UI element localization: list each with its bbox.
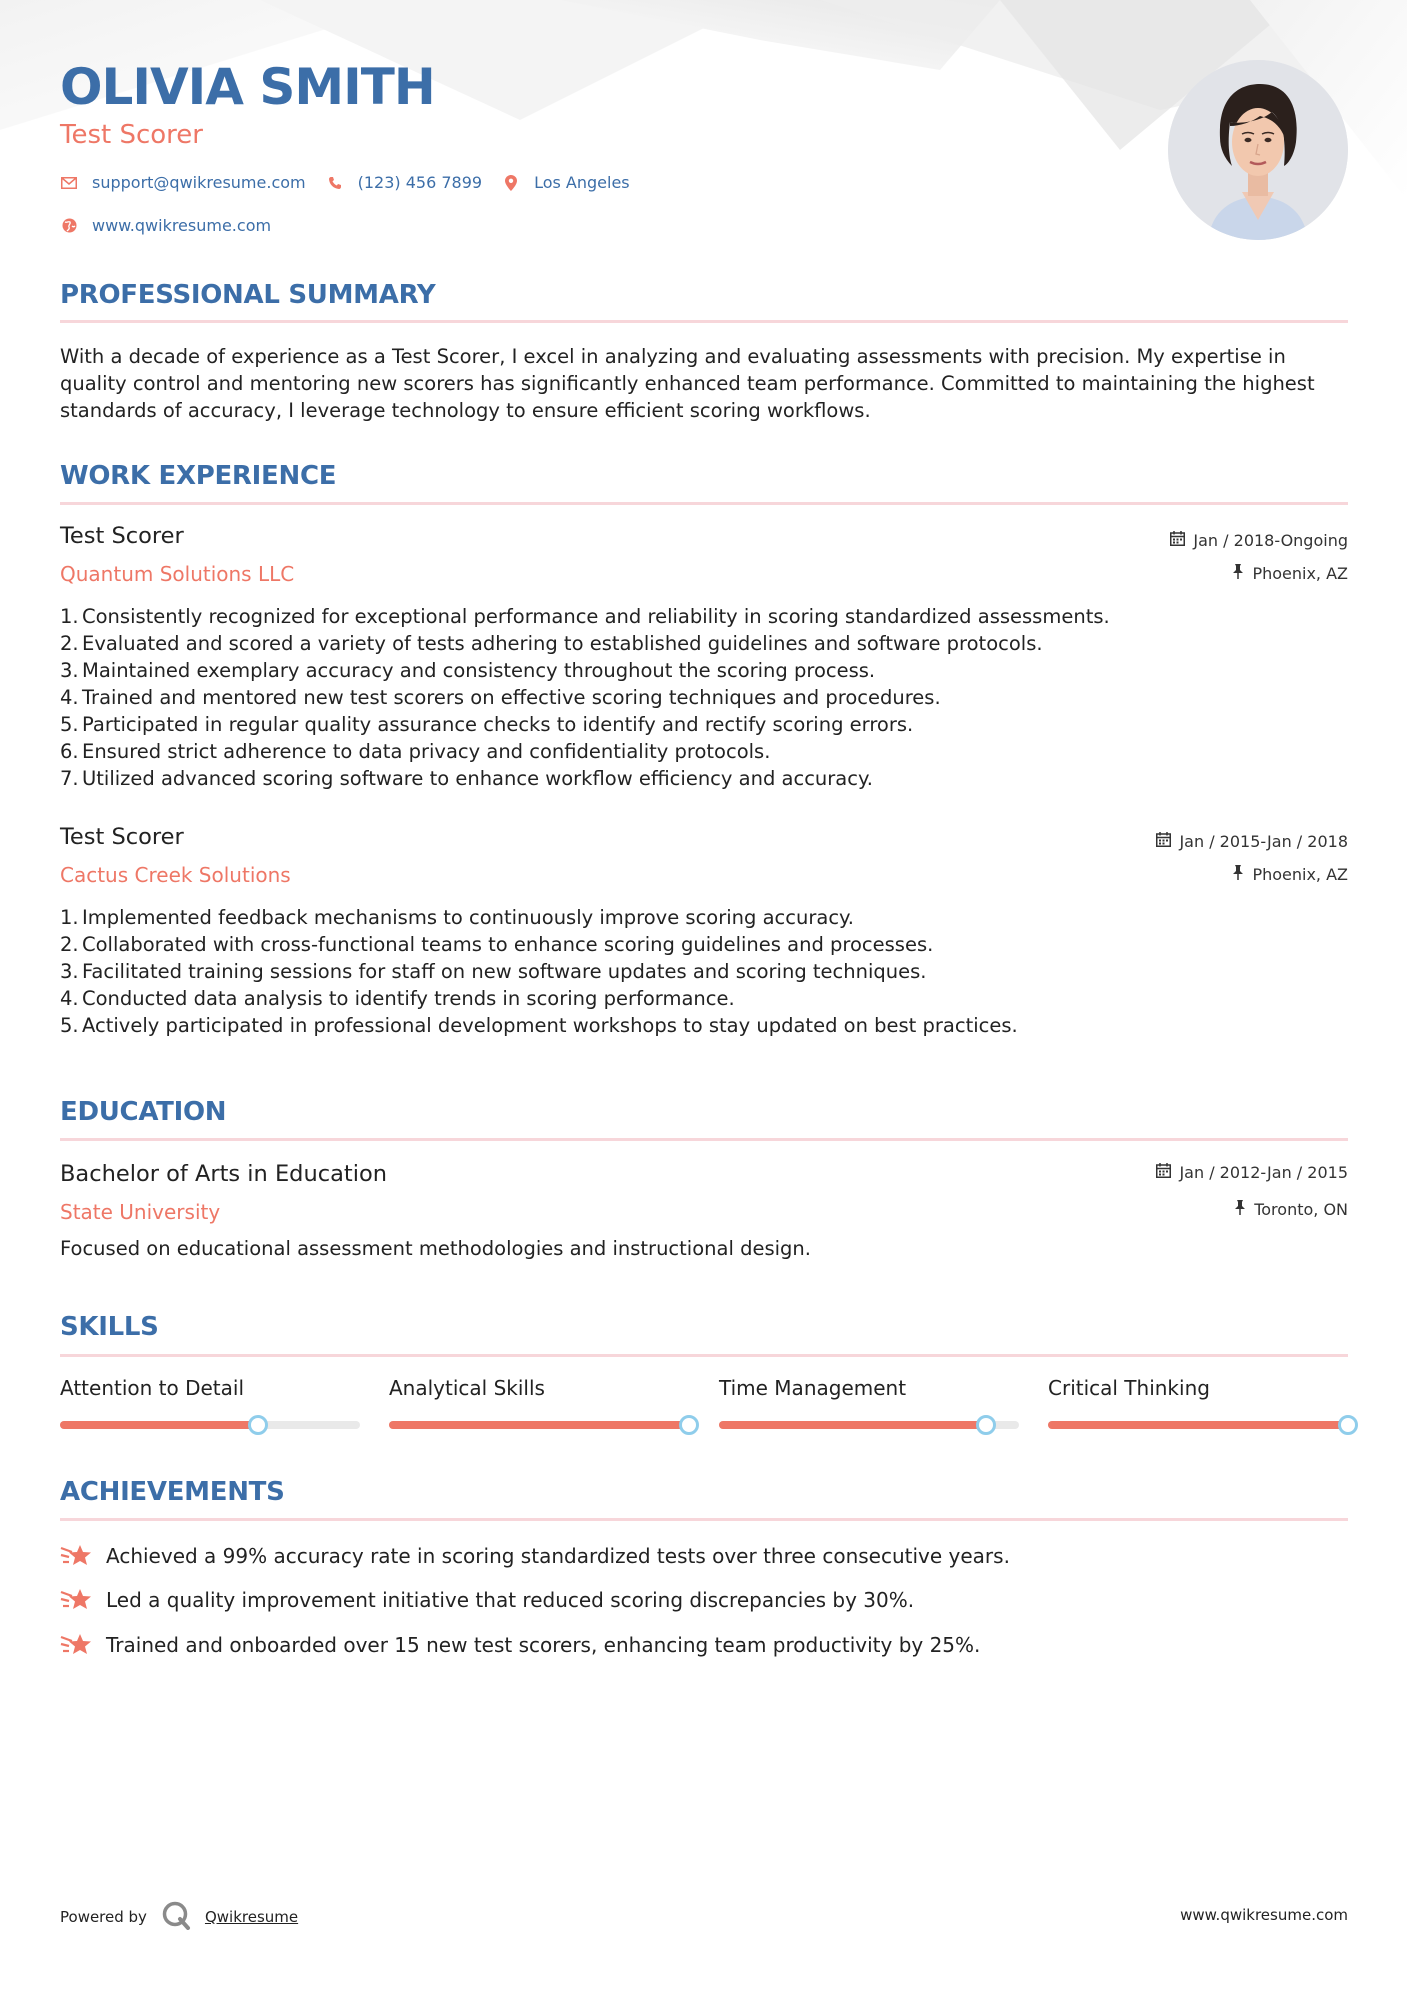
list-item: 5. Participated in regular quality assurance checks to identify and rectify scoring errors.: [60, 713, 914, 736]
job-location-text: Phoenix, AZ: [1252, 564, 1348, 583]
list-item: 1. Implemented feedback mechanisms to continuously improve scoring accuracy.: [60, 906, 854, 929]
pushpin-icon: [1232, 564, 1244, 583]
skills-divider: [60, 1354, 1348, 1357]
job-location: [1232, 564, 1348, 583]
experience-heading: WORK EXPERIENCE: [60, 461, 337, 491]
education-location-text: Toronto, ON: [1254, 1200, 1348, 1219]
skill-label: Analytical Skills: [389, 1376, 545, 1400]
achievement-item: [60, 1542, 1010, 1570]
shooting-star-icon: [60, 1586, 92, 1614]
website-row: [60, 216, 271, 235]
education-dates: [1156, 1163, 1348, 1182]
job-dates: [1170, 531, 1348, 550]
contact-row: [60, 173, 630, 192]
skill-bar: [60, 1421, 360, 1429]
education-dates-text: Jan / 2012-Jan / 2015: [1179, 1163, 1348, 1182]
achievement-item: [60, 1586, 914, 1614]
powered-by-label: Powered by: [60, 1908, 147, 1926]
achievement-text: Trained and onboarded over 15 new test scorers, enhancing team productivity by 25%.: [106, 1633, 981, 1657]
list-item: 7. Utilized advanced scoring software to enhance workflow efficiency and accuracy.: [60, 767, 873, 790]
list-item: 4. Conducted data analysis to identify trends in scoring performance.: [60, 987, 735, 1010]
skill-bar-fill: [60, 1421, 258, 1429]
footer-powered-by: [60, 1900, 298, 1934]
job-location: [1232, 865, 1348, 884]
company-name: Quantum Solutions LLC: [60, 562, 295, 586]
location-text: Los Angeles: [534, 173, 630, 192]
education-divider: [60, 1138, 1348, 1141]
achievement-text: Led a quality improvement initiative that reduced scoring discrepancies by 30%.: [106, 1588, 915, 1612]
education-description: Focused on educational assessment methodologies and instructional design.: [60, 1237, 811, 1260]
job-location-text: Phoenix, AZ: [1252, 865, 1348, 884]
job-title: Test Scorer: [60, 824, 184, 850]
profile-photo: [1168, 60, 1348, 240]
skill-bar: [1048, 1421, 1348, 1429]
list-item: 3. Facilitated training sessions for staff on new software updates and scoring techniques.: [60, 960, 927, 983]
shooting-star-icon: [60, 1631, 92, 1659]
summary-text: With a decade of experience as a Test Scorer, I excel in analyzing and evaluating assessments with precision. My expertise in quality control and mentoring new scorers has significantly enhanced team performance. Committed to maintaining the highest standards of accuracy, I leverage technology to ensure efficient scoring workflows.: [60, 345, 1315, 422]
skill-bar-knob: [976, 1415, 996, 1435]
skills-heading: SKILLS: [60, 1312, 159, 1342]
calendar-icon: [1170, 531, 1185, 550]
footer-website-link[interactable]: www.qwikresume.com: [1180, 1906, 1348, 1924]
skill-bar: [389, 1421, 689, 1429]
website-link[interactable]: www.qwikresume.com: [92, 216, 272, 235]
education-heading: EDUCATION: [60, 1097, 227, 1127]
summary-heading: PROFESSIONAL SUMMARY: [60, 280, 436, 310]
skill-bar-fill: [1048, 1421, 1348, 1429]
achievement-text: Achieved a 99% accuracy rate in scoring standardized tests over three consecutive years.: [106, 1544, 1010, 1568]
skill-bar-knob: [679, 1415, 699, 1435]
candidate-name: OLIVIA SMITH: [60, 58, 435, 116]
skill-label: Time Management: [719, 1376, 907, 1400]
school-name: State University: [60, 1200, 221, 1224]
phone-number[interactable]: (123) 456 7899: [357, 173, 483, 192]
job-dates-text: Jan / 2015-Jan / 2018: [1179, 832, 1348, 851]
list-item: 4. Trained and mentored new test scorers on effective scoring techniques and procedures.: [60, 686, 941, 709]
phone-icon: [326, 174, 344, 192]
pushpin-icon: [1234, 1200, 1246, 1219]
skill-bar-knob: [248, 1415, 268, 1435]
skill-label: Critical Thinking: [1048, 1376, 1210, 1400]
list-item: 2. Evaluated and scored a variety of tests adhering to established guidelines and software protocols.: [60, 632, 1043, 655]
job-bullets: [60, 603, 1350, 792]
experience-divider: [60, 502, 1348, 505]
globe-icon: [60, 217, 78, 235]
list-item: 3. Maintained exemplary accuracy and consistency throughout the scoring process.: [60, 659, 876, 682]
job-dates: [1156, 832, 1348, 851]
candidate-role: Test Scorer: [60, 120, 203, 150]
list-item: 6. Ensured strict adherence to data privacy and confidentiality protocols.: [60, 740, 771, 763]
job-bullets: [60, 904, 1350, 1039]
achievements-heading: ACHIEVEMENTS: [60, 1477, 285, 1507]
list-item: 1. Consistently recognized for exceptional performance and reliability in scoring standardized assessments.: [60, 605, 1110, 628]
skill-bar-fill: [389, 1421, 689, 1429]
list-item: 5. Actively participated in professional development workshops to stay updated on best practices.: [60, 1014, 1018, 1037]
qwikresume-link[interactable]: Qwikresume: [204, 1908, 299, 1926]
skill-bar: [719, 1421, 1019, 1429]
shooting-star-icon: [60, 1542, 92, 1570]
pushpin-icon: [1232, 865, 1244, 884]
job-title: Test Scorer: [60, 523, 184, 549]
job-dates-text: Jan / 2018-Ongoing: [1193, 531, 1348, 550]
achievement-item: [60, 1631, 980, 1659]
skill-label: Attention to Detail: [60, 1376, 245, 1400]
calendar-icon: [1156, 1163, 1171, 1182]
education-location: [1234, 1200, 1348, 1219]
skill-bar-fill: [719, 1421, 986, 1429]
summary-divider: [60, 320, 1348, 323]
list-item: 2. Collaborated with cross-functional teams to enhance scoring guidelines and processes.: [60, 933, 934, 956]
map-pin-icon: [502, 174, 520, 192]
qwikresume-logo-icon: [161, 1900, 191, 1934]
email-link[interactable]: support@qwikresume.com: [92, 173, 306, 192]
email-icon: [60, 174, 78, 192]
skill-bar-knob: [1338, 1415, 1358, 1435]
achievements-divider: [60, 1518, 1348, 1521]
degree-title: Bachelor of Arts in Education: [60, 1161, 387, 1187]
company-name: Cactus Creek Solutions: [60, 863, 291, 887]
calendar-icon: [1156, 832, 1171, 851]
